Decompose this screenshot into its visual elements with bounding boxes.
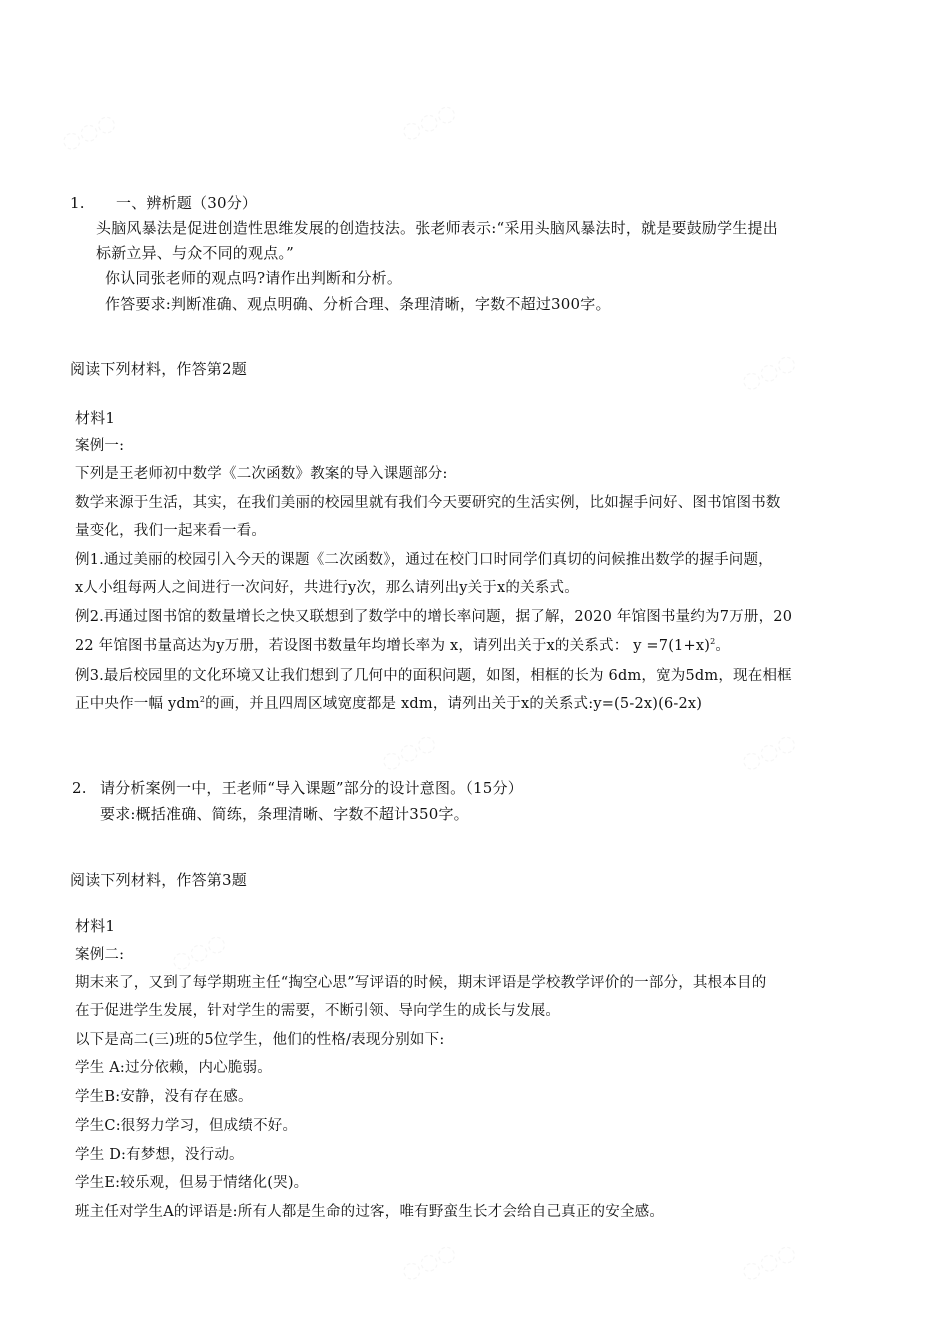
watermark xyxy=(377,729,440,776)
area-text-rest: 的画，并且四周区域宽度都是 xdm，请列出关于x的关系式:y=(5-2x)(6-2x) xyxy=(205,696,703,712)
material-line: 例1.通过美丽的校园引入今天的课题《二次函数》，通过在校门口时同学们真切的问候推出数学的握手问题， xyxy=(75,552,773,568)
q2-text: 请分析案例一中，王老师“导入课题”部分的设计意图。（15分） xyxy=(100,779,523,797)
student-line: 学生 D:有梦想，没行动。 xyxy=(75,1147,244,1163)
material-line xyxy=(75,694,702,714)
material-line: 数学来源于生活，其实，在我们美丽的校园里就有我们今天要研究的生活实例，比如握手问好、图书馆图书数 xyxy=(75,495,781,511)
watermark xyxy=(167,929,230,976)
q2-requirement: 要求:概括准确、简练，条理清晰、字数不超计350字。 xyxy=(100,805,469,823)
section-intro: 阅读下列材料，作答第2题 xyxy=(70,360,247,378)
formula-tail: 。 xyxy=(715,638,731,654)
watermark xyxy=(397,99,460,146)
student-line: 学生C:很努力学习，但成绩不好。 xyxy=(75,1118,298,1134)
q1-line: 你认同张老师的观点吗?请作出判断和分析。 xyxy=(105,269,403,287)
watermark xyxy=(737,1239,800,1286)
student-line: 学生 A:过分依赖，内心脆弱。 xyxy=(75,1060,272,1076)
superscript: 2 xyxy=(199,695,206,705)
student-line: 学生B:安静，没有存在感。 xyxy=(75,1089,253,1105)
formula-text: 22 年馆图书量高达为y万册，若设图书数量年均增长率为 x，请列出关于x的关系式： y =7(1+x) xyxy=(75,638,711,654)
material-line: 量变化，我们一起来看一看。 xyxy=(75,523,267,539)
q1-number: 1. xyxy=(70,194,85,212)
material-line: 例2.再通过图书馆的数量增长之快又联想到了数学中的增长率问题，据了解，2020 年馆图书量约为7万册，20 xyxy=(75,609,793,625)
material-line: x人小组每两人之间进行一次问好，共进行y次，那么请列出y关于x的关系式。 xyxy=(75,580,579,596)
case-title: 案例一: xyxy=(75,438,125,454)
material-line: 期末来了，又到了每学期班主任“掏空心思”写评语的时候，期末评语是学校教学评价的一部分，其根本目的 xyxy=(75,975,767,991)
area-text: 正中央作一幅 ydm xyxy=(75,696,200,712)
watermark xyxy=(57,109,120,156)
q2-number: 2. xyxy=(72,779,87,797)
q1-line: 作答要求:判断准确、观点明确、分析合理、条理清晰，字数不超过300字。 xyxy=(105,295,611,313)
case-title: 案例二: xyxy=(75,947,125,963)
section-intro: 阅读下列材料，作答第3题 xyxy=(70,871,247,889)
material-title: 材料1 xyxy=(75,917,116,935)
material-line: 在于促进学生发展，针对学生的需要，不断引领、导向学生的成长与发展。 xyxy=(75,1003,561,1019)
watermark xyxy=(737,729,800,776)
material-line: 例3.最后校园里的文化环境又让我们想到了几何中的面积问题，如图，相框的长为 6dm，宽为5dm，现在相框 xyxy=(75,668,792,684)
superscript: 2 xyxy=(710,637,716,647)
material-title: 材料1 xyxy=(75,409,116,427)
q1-title: 一、辨析题（30分） xyxy=(116,194,258,212)
student-line: 学生E:较乐观，但易于情绪化(哭)。 xyxy=(75,1175,309,1191)
q1-line: 头脑风暴法是促进创造性思维发展的创造技法。张老师表示:“采用头脑风暴法时，就是要鼓励学生提出 xyxy=(96,219,778,237)
q1-heading xyxy=(70,193,257,213)
material-line: 班主任对学生A的评语是:所有人都是生命的过客，唯有野蛮生长才会给自己真正的安全感。 xyxy=(75,1204,665,1220)
watermark xyxy=(397,1239,460,1286)
material-line: 以下是高二(三)班的5位学生，他们的性格/表现分别如下: xyxy=(75,1032,445,1048)
q1-line: 标新立异、与众不同的观点。” xyxy=(96,244,294,262)
material-line: 下列是王老师初中数学《二次函数》教案的导入课题部分: xyxy=(75,466,448,482)
q2-heading xyxy=(72,778,523,798)
material-line xyxy=(75,636,730,656)
watermark xyxy=(737,349,800,396)
